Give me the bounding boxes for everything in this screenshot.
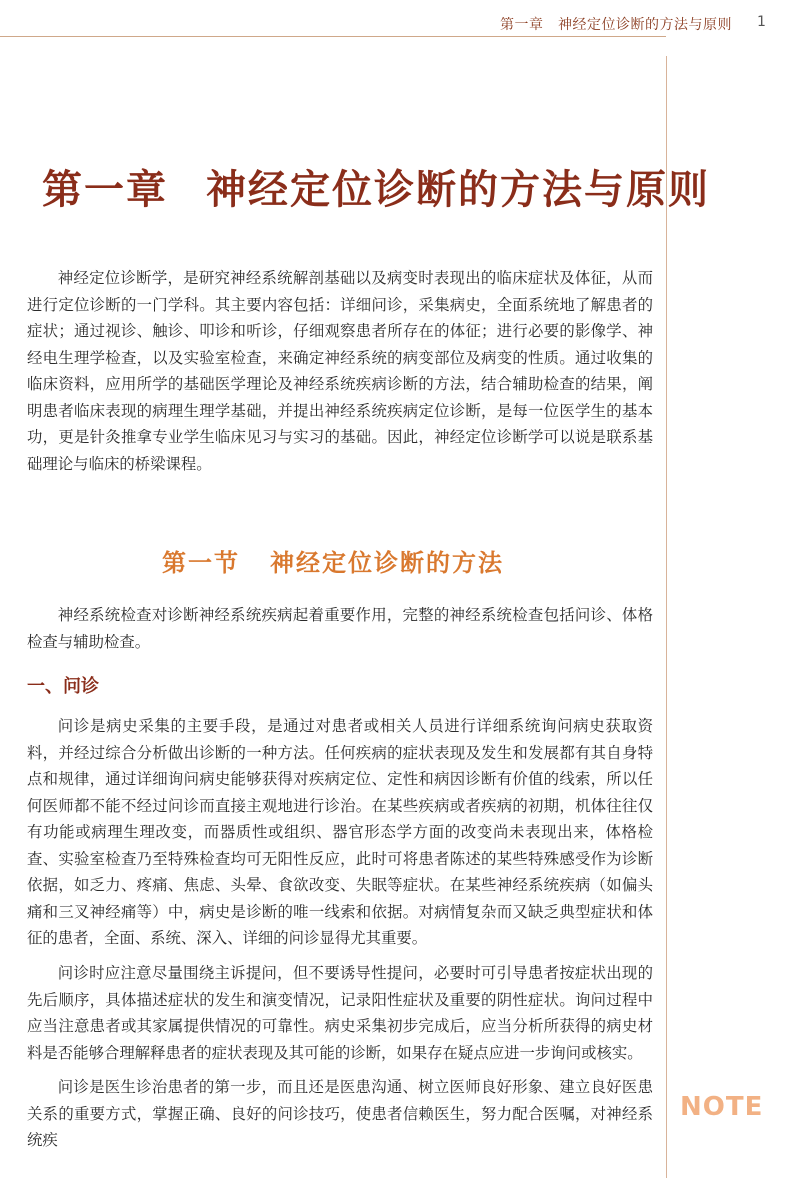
running-head: 第一章 神经定位诊断的方法与原则	[500, 17, 732, 33]
subsection-title: 一、问诊	[27, 676, 99, 697]
body-paragraph-1: 问诊是病史采集的主要手段，是通过对患者或相关人员进行详细系统询问病史获取资料，并经过综合分析做出诊断的一种方法。任何疾病的症状表现及发生和发展都有其自身特点和规律，通过详细询问病史能够获得对疾病定位、定性和病因诊断有价值的线索，所以任何医师都不能不经过问诊而直接主观地进行诊治。在某些疾病或者疾病的初期，机体往往仅有功能或病理生理改变，而器质性或组织、器官形态学方面的改变尚未表现出来，体格检查、实验室检查乃至特殊检查均可无阳性反应，此时可将患者陈述的某些特殊感受作为诊断依据，如乏力、疼痛、焦虑、头晕、食欲改变、失眠等症状。在某些神经系统疾病（如偏头痛和三叉神经痛等）中，病史是诊断的唯一线索和依据。对病情复杂而又缺乏典型症状和体征的患者，全面、系统、深入、详细的问诊显得尤其重要。	[27, 717, 653, 947]
chapter-title	[42, 158, 710, 215]
section-name: 神经定位诊断的方法	[270, 549, 504, 577]
chapter-name: 神经定位诊断的方法与原则	[206, 166, 710, 213]
section-title	[0, 543, 666, 578]
section-number: 第一节	[162, 549, 240, 577]
page-number: 1	[757, 14, 766, 30]
intro-paragraph: 神经定位诊断学，是研究神经系统解剖基础以及病变时表现出的临床症状及体征，从而进行定位诊断的一门学科。其主要内容包括：详细问诊，采集病史，全面系统地了解患者的症状；通过视诊、触诊、叩诊和听诊，仔细观察患者所存在的体征；进行必要的影像学、神经电生理学检查，以及实验室检查，来确定神经系统的病变部位及病变的性质。通过收集的临床资料，应用所学的基础医学理论及神经系统疾病诊断的方法，结合辅助检查的结果，阐明患者临床表现的病理生理学基础，并提出神经系统疾病定位诊断，是每一位医学生的基本功，更是针灸推拿专业学生临床见习与实习的基础。因此，神经定位诊断学可以说是联系基础理论与临床的桥梁课程。	[27, 269, 653, 473]
body-paragraph-2: 问诊时应注意尽量围绕主诉提问，但不要诱导性提问，必要时可引导患者按症状出现的先后顺序，具体描述症状的发生和演变情况，记录阳性症状及重要的阴性症状。询问过程中应当注意患者或其家属提供情况的可靠性。病史采集初步完成后，应当分析所获得的病史材料是否能够合理解释患者的症状表现及其可能的诊断，如果存在疑点应进一步询问或核实。	[27, 964, 653, 1062]
chapter-number: 第一章	[42, 166, 168, 213]
section-intro-paragraph: 神经系统检查对诊断神经系统疾病起着重要作用，完整的神经系统检查包括问诊、体格检查与辅助检查。	[27, 606, 653, 651]
margin-rule	[666, 56, 667, 1178]
note-badge: NOTE	[680, 1092, 764, 1122]
body-paragraph-3: 问诊是医生诊治患者的第一步，而且还是医患沟通、树立医师良好形象、建立良好医患关系的重要方式，掌握正确、良好的问诊技巧，使患者信赖医生，努力配合医嘱，对神经系统疾	[27, 1078, 653, 1149]
